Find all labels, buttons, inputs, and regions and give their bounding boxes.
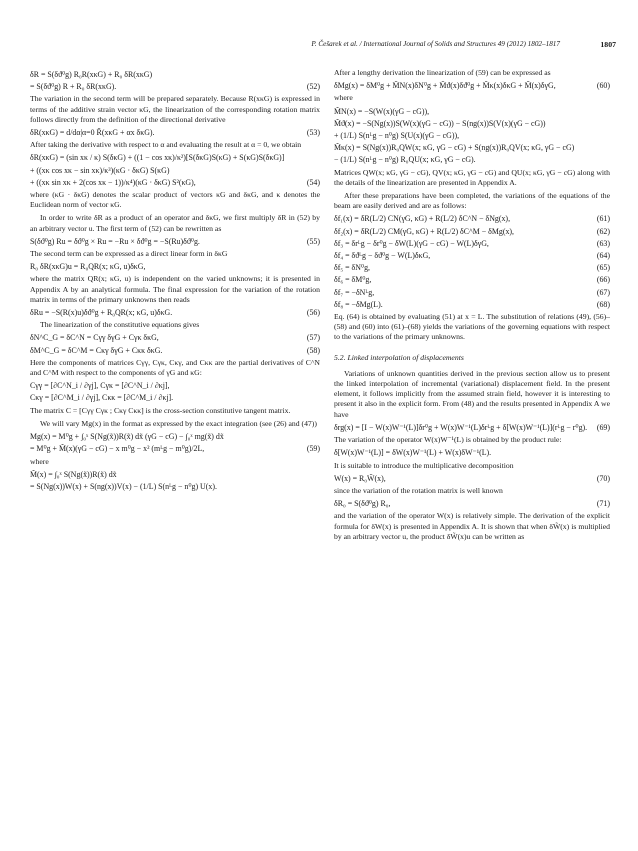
equation-number: (71) — [596, 499, 610, 509]
equation-body: δM^C_G = δC^M = Cκγ δγG + Cκκ δκG. — [30, 345, 163, 355]
paragraph: and the variation of the operator W(x) is relatively simple. The derivation of the explicit formula for δW(x) is presented in Appendix A. It is shown that when δW̃(x) is multiplied by an arbitrary vector u, the product δW̃(x)u can be written as — [334, 511, 610, 541]
equation-body: δN^C_G = δC^N = Cγγ δγG + Cγκ δκG, — [30, 333, 159, 343]
equation-number: (66) — [596, 275, 610, 285]
equation-body: δf₂(x) = δR(L/2) CM(γG, κG) + R(L/2) δC^M − δMg(x), — [334, 226, 514, 236]
equation-body: δf₇ = −δNᴸg, — [334, 287, 375, 297]
equation-body: δMg(x) = δM⁰g + M̃N(x)δN⁰g + M̃ϑ(x)δϑ⁰g + M̃κ(x)δκG + M̃(x)δγG, — [334, 81, 556, 91]
paragraph: The linearization of the constitutive equations gives — [40, 320, 200, 330]
equation — [334, 227, 610, 237]
equation-body: = S(Ng(x))W(x) + S(ng(x))V(x) − (1/L) S(nᴸg − n⁰g) U(x). — [30, 481, 217, 491]
equation-body: − (1/L) S(nᴸg − n⁰g) R₀QU(x; κG, γG − cG). — [334, 155, 476, 165]
equation-body: δrg(x) = [I − W(x)W⁻¹(L)]δr⁰g + W(x)W⁻¹(L)δrᴸg + δ[W(x)W⁻¹(L)](rᴸg − r⁰g). — [334, 422, 588, 432]
equation-number: (70) — [596, 473, 610, 483]
paragraph: Eq. (64) is obtained by evaluating (51) at x = L. The substitution of relations (49), (56)–(58) and (60) into (61)–(68) yields the variations of the governing equations with respect to the variations of the primary unknowns. — [334, 312, 610, 342]
equation — [30, 470, 320, 480]
equation — [30, 482, 320, 492]
equation — [30, 381, 320, 391]
equation-number: (58) — [306, 345, 320, 355]
equation-number: (67) — [596, 287, 610, 297]
equation-number: (68) — [596, 299, 610, 309]
paragraph: Variations of unknown quantities derived in the previous section allow us to present the linked interpolation of incremental (variational) displacement field. In the present element, it follows implicitly from the assumed strain field, however it is interesting to present it also in the explicit form. From (48) and the results presented in Appendix A we have — [334, 368, 610, 419]
paragraph: where — [30, 456, 49, 466]
equation — [334, 448, 610, 458]
equation-body: Mg(x) = M⁰g + ∫₀ˣ S(Ng(x̃))R(x̃) dx̃ (γG − cG) − ∫₀ˣ mg(x̃) dx̃ — [30, 432, 224, 442]
running-head: P. Češarek et al. / International Journal of Solids and Structures 49 (2012) 1802–1817 — [311, 40, 560, 48]
equation-body: δR(xκG) = (sin xκ / κ) S(δκG) + ((1 − cos xκ)/κ²)[S(δκG)S(κG) + S(κG)S(δκG)] — [30, 153, 285, 163]
equation — [30, 333, 320, 343]
equation — [334, 474, 610, 484]
paragraph: where — [334, 93, 353, 103]
equation — [334, 275, 610, 285]
equation-body: M̃(x) = ∫₀ˣ S(Ng(x̃))R(x̃) dx̃ — [30, 469, 117, 479]
equation — [30, 237, 320, 247]
paragraph: After taking the derivative with respect to α and evaluating the result at α = 0, we obtain — [30, 140, 302, 150]
equation-number: (56) — [306, 308, 320, 318]
paragraph: Here the components of matrices Cγγ, Cγκ, Cκγ, and Cκκ are the partial derivatives of C^N and C^M with respect to the components of γG and κG: — [30, 357, 320, 378]
equation-number: (64) — [596, 251, 610, 261]
paragraph: In order to write δR as a product of an operator and δκG, we first multiply δR in (52) by an arbitrary vector u. The first term of (52) can be rewritten as — [30, 213, 320, 233]
equation — [334, 499, 610, 509]
equation-body: δf₈ = −δMg(L). — [334, 299, 383, 309]
paragraph: The matrix C = [Cγγ Cγκ ; Cκγ Cκκ] is the cross-section constitutive tangent matrix. — [30, 405, 291, 415]
equation — [334, 119, 610, 129]
equation-number: (62) — [596, 226, 610, 236]
equation-body: δf₆ = δM⁰g, — [334, 275, 372, 285]
equation-body: δR = S(δϑ⁰g) R₀R(xκG) + R₀ δR(xκG) — [30, 70, 153, 79]
equation — [30, 432, 320, 442]
equation-number: (54) — [306, 177, 320, 187]
equation-number: (57) — [306, 333, 320, 343]
equation — [30, 262, 320, 272]
equation-body: δR₀ = S(δϑ⁰g) R₀, — [334, 499, 391, 509]
equation — [334, 263, 610, 273]
equation-body: R₀ δR(xκG)u = R₀QR(x; κG, u)δκG, — [30, 262, 146, 272]
right-column — [334, 68, 610, 545]
section-heading: 5.2. Linked interpolation of displacements — [334, 352, 464, 362]
equation — [334, 131, 610, 141]
equation — [334, 107, 610, 117]
equation — [334, 155, 610, 165]
equation-body: δf₃ = δrᴸg − δr⁰g − δW(L)(γG − cG) − W(L)δγG, — [334, 238, 489, 248]
equation-number: (60) — [596, 81, 610, 91]
equation-body: = S(δϑ⁰g) R + R₀ δR(xκG). — [30, 82, 117, 92]
equation-body: Cκγ = [∂C^M_i / ∂γj], Cκκ = [∂C^M_i / ∂κj]. — [30, 393, 174, 403]
equation — [30, 444, 320, 454]
equation-body: + ((xκ cos xκ − sin xκ)/κ³)(κG · δκG) S(κG) — [30, 165, 170, 175]
equation — [30, 393, 320, 403]
equation — [30, 153, 320, 163]
equation — [334, 239, 610, 249]
equation-body: W(x) = R₀W̃(x), — [334, 473, 386, 483]
paragraph: where (κG · δκG) denotes the scalar product of vectors κG and δκG, and κ denotes the Euclidean norm of vector κG. — [30, 190, 320, 210]
equation-body: S(δϑ⁰g) Ru = δϑ⁰g × Ru = −Ru × δϑ⁰g = −S(Ru)δϑ⁰g. — [30, 236, 200, 246]
equation-number: (65) — [596, 263, 610, 273]
equation-body: + ((xκ sin xκ + 2(cos xκ − 1))/κ⁴)(κG · δκG) S²(κG), — [30, 177, 196, 187]
equation-number: (59) — [306, 444, 320, 454]
equation-body: M̃ϑ(x) = −S(Ng(x))S(W(x)(γG − cG)) − S(ng(x))S(V(x)(γG − cG)) — [334, 118, 546, 128]
equation — [30, 128, 320, 138]
paragraph: After a lengthy derivation the linearization of (59) can be expressed as — [334, 68, 551, 77]
equation-body: δf₅ = δN⁰g, — [334, 263, 370, 273]
equation-number: (55) — [306, 236, 320, 246]
equation-body: + (1/L) S(nᴸg − n⁰g) S(U(x)(γG − cG)), — [334, 131, 460, 141]
equation — [334, 81, 610, 91]
equation — [334, 300, 610, 310]
equation-body: Cγγ = [∂C^N_i / ∂γj], Cγκ = [∂C^N_i / ∂κj], — [30, 381, 170, 391]
equation-number: (63) — [596, 238, 610, 248]
paragraph: The second term can be expressed as a direct linear form in δκG — [30, 249, 228, 259]
equation — [30, 308, 320, 318]
equation-body: M̃κ(x) = S(Ng(x))R₀QW(x; κG, γG − cG) + S(ng(x))R₀QV(x; κG, γG − cG) — [334, 143, 575, 153]
page-header — [24, 40, 616, 52]
equation-body: δf₁(x) = δR(L/2) CN(γG, κG) + R(L/2) δC^N − δNg(x), — [334, 214, 511, 224]
equation-body: M̃N(x) = −S(W(x)(γG − cG)), — [334, 106, 430, 116]
paragraph: It is suitable to introduce the multiplicative decomposition — [334, 460, 514, 470]
equation-number: (69) — [596, 422, 610, 432]
equation-body: δf₄ = δϑᴸg − δϑ⁰g − W(L)δκG, — [334, 251, 431, 261]
equation — [334, 143, 610, 153]
equation — [30, 166, 320, 176]
equation — [30, 178, 320, 188]
equation-body: δRu = −S(R(x)u)δϑ⁰g + R₀QR(x; κG, u)δκG. — [30, 308, 173, 318]
equation-number: (53) — [306, 128, 320, 138]
left-column — [30, 68, 320, 494]
equation-number: (61) — [596, 214, 610, 224]
equation — [30, 82, 320, 92]
equation — [334, 251, 610, 261]
equation — [30, 70, 320, 80]
paragraph: We will vary Mg(x) in the format as expressed by the exact integration (see (26) and (47)) — [40, 418, 317, 428]
paragraph: The variation of the operator W(x)W⁻¹(L) is obtained by the product rule: — [334, 435, 562, 445]
equation — [30, 346, 320, 356]
equation-body: δ[W(x)W⁻¹(L)] = δW(x)W⁻¹(L) + W(x)δW⁻¹(L). — [334, 448, 492, 458]
equation — [334, 214, 610, 224]
paragraph: Matrices QW(x; κG, γG − cG), QV(x; κG, γG − cG) and QU(x; κG, γG − cG) along with the details of the linearization are presented in Appendix A. — [334, 167, 610, 187]
paragraph: where the matrix QR(x; κG, u) is independent on the varied unknowns; it is presented in Appendix A by an analytical formula. The final expression for the variation of the rotation matrix in terms of the primary unknowns then reads — [30, 274, 320, 304]
paragraph: The variation in the second term will be prepared separately. Because R(xκG) is expressed in terms of the additive strain vector κG, the linearization of the corresponding rotation matrix follows directly from the definition of the directional derivative — [30, 94, 320, 124]
paragraph: since the variation of the rotation matrix is well known — [334, 485, 503, 495]
equation-number: (52) — [306, 82, 320, 92]
equation-body: = M⁰g + M̃(x)(γG − cG) − x m⁰g − x² (mᴸg − m⁰g)/2L, — [30, 444, 205, 454]
page-number: 1807 — [600, 40, 616, 49]
equation — [334, 423, 610, 433]
paragraph: After these preparations have been completed, the variations of the equations of the beam are easily derived and are as follows: — [334, 191, 610, 211]
equation — [334, 288, 610, 298]
equation-body: δR(xκG) = d/dα|α=0 R̃(xκG + αx δκG). — [30, 128, 155, 138]
